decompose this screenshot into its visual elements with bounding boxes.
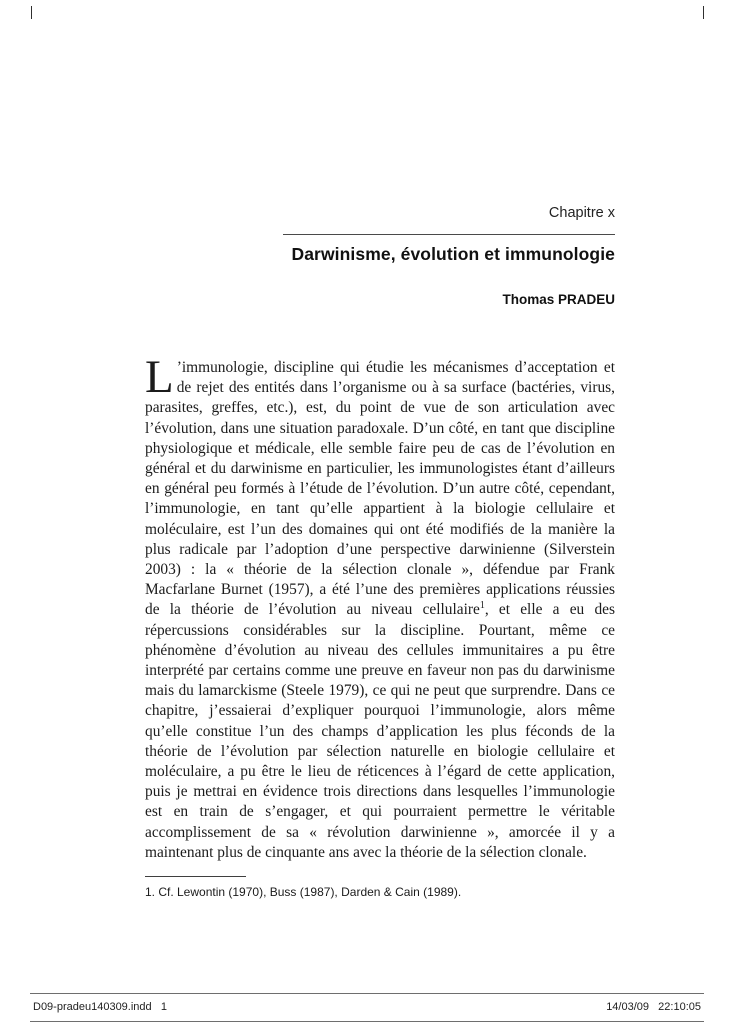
footer-filename: D09-pradeu140309.indd 1 <box>33 1001 167 1013</box>
title-rule <box>283 234 615 235</box>
slug-footer <box>30 993 704 1022</box>
crop-mark-top-right <box>703 6 704 19</box>
footnote-reference: 1 <box>479 600 485 612</box>
chapter-label: Chapitre x <box>548 205 615 221</box>
footnote-text: 1. Cf. Lewontin (1970), Buss (1987), Darden & Cain (1989). <box>145 885 462 900</box>
footer-timestamp: 14/03/09 22:10:05 <box>606 1001 701 1013</box>
body-paragraph <box>145 351 615 863</box>
text-column <box>145 0 615 899</box>
body-text-part1: ’immunologie, discipline qui étudie les mécanismes d’acceptation et de rejet des entités dans l’organisme ou à sa surface (bactéries, virus, parasites, greffes, etc.), est, du point de vue de son articulation avec l’évolution, dans une situation paradoxale. D’un côté, en tant que discipline physiologique et médicale, elle semble faire peu de cas de l’évolution en général et du darwinisme en particulier, les immunologistes étant d’ailleurs en général peu formés à l’étude de l’évolution. D’un autre côté, cependant, l’immunologie, en tant qu’elle appartient à la biologie cellulaire et moléculaire, est l’un des domaines qui ont été modifiés de la manière la plus radicale par l’adoption d’une perspective darwinienne (Silverstein 2003) : la « théorie de la sélection clonale », défendue par Frank Macfarlane Burnet (1957), a été l’une des premières applications réussies de la théorie de l’évolution au niveau cellulaire <box>145 359 615 619</box>
footer-rule-bottom <box>30 1021 704 1022</box>
body-text-part2: , et elle a eu des répercussions considérables sur la discipline. Pourtant, même ce phénomène d’évolution au niveau des cellules immunitaires a pu être interprété par certains comme une preuve en faveur non pas du darwinisme mais du lamarckisme (Steele 1979), ce qui ne peut que surprendre. Dans ce chapitre, j’essaierai d’expliquer pourquoi l’immunologie, alors même qu’elle constitue l’un des champs d’application les plus féconds de la théorie de l’évolution par sélection naturelle en biologie cellulaire et moléculaire, a pu être le lieu de réticences à l’égard de cette application, puis je mettrai en évidence trois directions dans lesquelles l’immunologie est en train de s’engager, et qui pourraient permettre le véritable accomplissement de sa « révolution darwinienne », amorcée il y a maintenant plus de cinquante ans avec la théorie de la sélection clonale. <box>145 601 615 861</box>
footnote-rule <box>145 876 246 877</box>
chapter-title: Darwinisme, évolution et immunologie <box>291 244 615 264</box>
dropcap-letter: L <box>145 351 174 403</box>
author-name: Thomas PRADEU <box>502 292 615 307</box>
footer-row <box>30 994 704 1021</box>
crop-mark-top-left <box>31 6 32 19</box>
